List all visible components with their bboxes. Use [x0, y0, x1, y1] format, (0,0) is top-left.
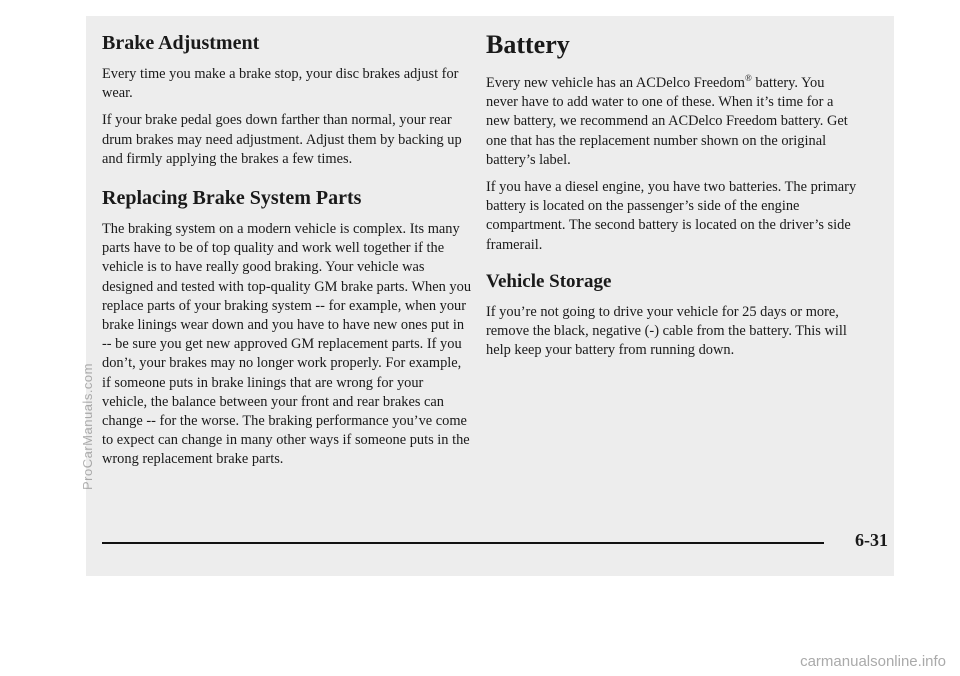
battery-heading: Battery	[486, 30, 570, 59]
replacing-brake-parts-heading: Replacing Brake System Parts	[102, 187, 362, 210]
right-column	[486, 30, 858, 368]
battery-p1-text: Every new vehicle has an ACDelco Freedom	[486, 75, 745, 91]
vehicle-storage-heading: Vehicle Storage	[486, 270, 612, 292]
page-number: 6-31	[855, 530, 888, 550]
site-footer-link[interactable]: carmanualsonline.info	[800, 653, 946, 670]
vehicle-storage-paragraph: If you’re not going to drive your vehicle for 25 days or more, remove the black, negative (-) cable from the battery. This will help keep your battery from running down.	[486, 303, 847, 359]
brake-adjustment-paragraph-1: Every time you make a brake stop, your disc brakes adjust for wear.	[102, 66, 459, 102]
watermark-text: ProCarManuals.com	[80, 363, 95, 490]
footer-rule	[102, 542, 824, 544]
registered-mark: ®	[744, 73, 752, 84]
brake-adjustment-heading: Brake Adjustment	[102, 32, 260, 54]
brake-adjustment-paragraph-2: If your brake pedal goes down farther than normal, your rear drum brakes may need adjustment. Adjust them by backing up and firmly applying the brakes a few times.	[102, 112, 462, 167]
replacing-brake-parts-paragraph: The braking system on a modern vehicle is complex. Its many parts have to be of top quality and work well together if the vehicle is to have really good braking. Your vehicle was designed and tested with top-quality GM brake parts. When you replace parts of your braking system -- for example, when your brake linings wear down and you have to have new ones put in -- be sure you get new approved GM replacement parts. If you don’t, your brakes may no longer work properly. For example, if someone puts in brake linings that are wrong for your vehicle, the balance between your front and rear brakes can change -- for the worse. The braking performance you’ve come to expect can change in many other ways if someone puts in the wrong replacement brake parts.	[102, 221, 472, 468]
manual-page	[86, 16, 894, 576]
left-column	[102, 30, 472, 478]
battery-paragraph-2: If you have a diesel engine, you have two batteries. The primary battery is located on the passenger’s side of the engine compartment. The second battery is located on the driver’s side framerail.	[486, 179, 857, 253]
battery-p1-text-rest: battery. You never have to add water to one of these. When it’s time for a new battery, we recommend an ACDelco Freedom battery. Get one that has the replacement number shown on the original battery’s label.	[486, 75, 848, 168]
battery-paragraph-1	[486, 74, 858, 170]
